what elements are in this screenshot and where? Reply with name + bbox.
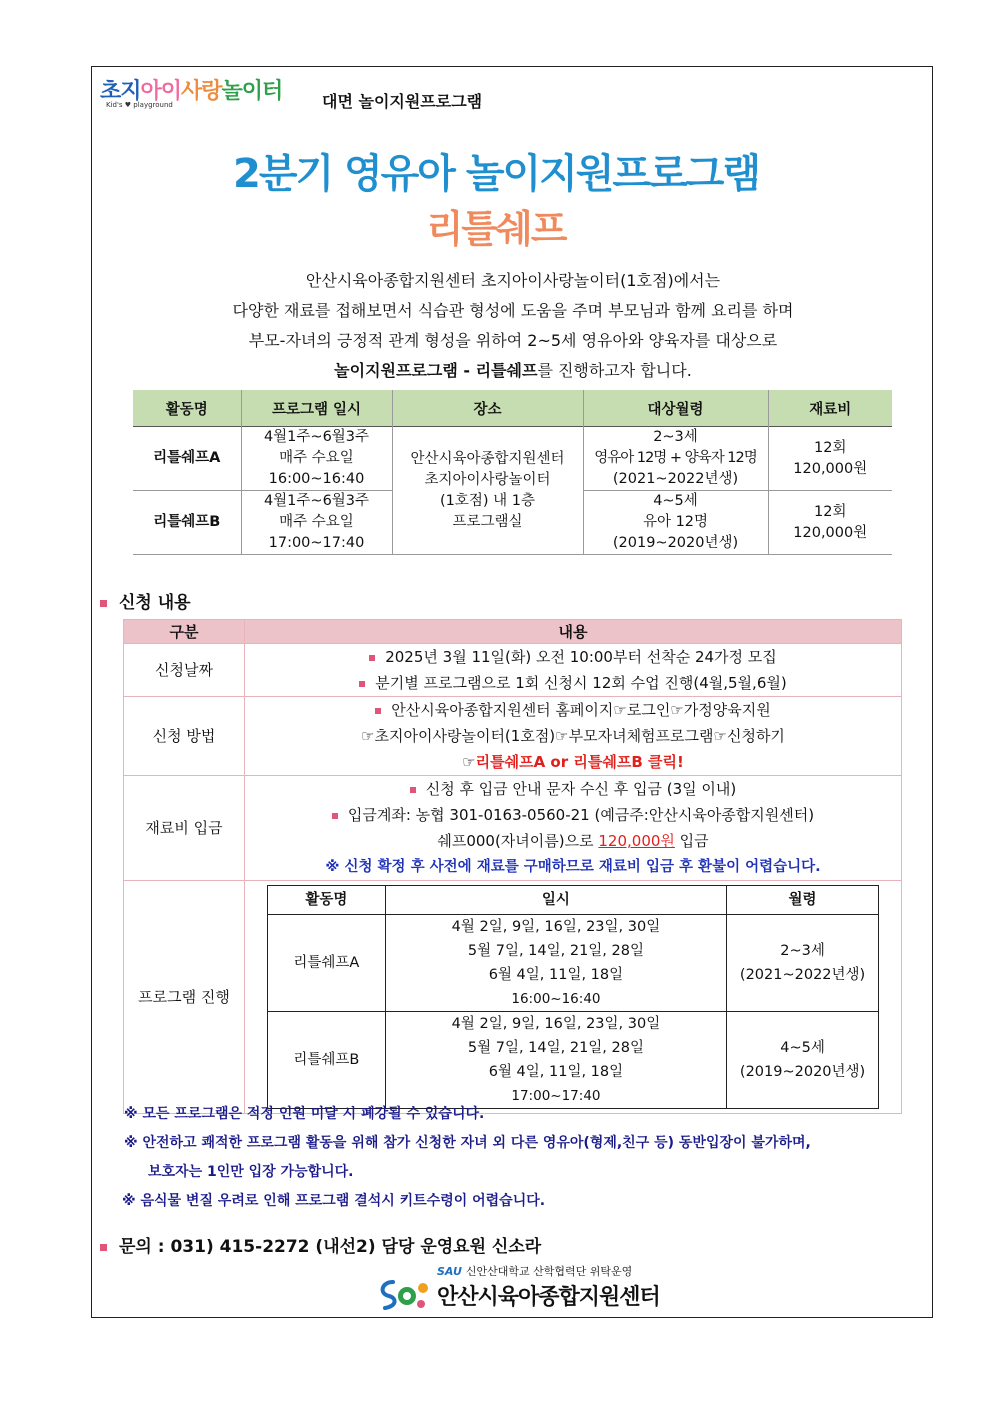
row-label: 재료비 입금 [124,776,245,881]
age-line: (2019~2020년생) [739,1064,866,1080]
program-fee [768,427,892,491]
col-header: 일시 [385,886,726,915]
refund-notice: ※ 신청 확정 후 사전에 재료를 구매하므로 재료비 입금 후 환불이 어렵습니다. [325,859,821,875]
schedule-line: 4월1주~6월3주 [263,429,370,445]
date-line: 4월 2일, 9일, 16일, 23일, 30일 [451,919,661,935]
square-bullet-icon [359,681,365,687]
program-table [133,390,892,555]
sau-logo: SAU [437,1265,462,1278]
note-line: ※ 모든 프로그램은 적정 인원 미달 시 폐강될 수 있습니다. [124,1106,485,1122]
page-title: 2분기 영유아 놀이지원프로그램 [232,151,759,197]
fee-line: 입금 [674,832,709,850]
target-line: 영유아 12명 + 양육자 12명 [594,450,757,466]
target-line: 2~3세 [653,429,698,445]
date-line: 5월 7일, 14일, 21일, 28일 [467,1040,644,1056]
fee-line: 12회 [814,439,847,456]
target-line: (2021~2022년생) [612,471,739,487]
schedule-line: 16:00~16:40 [268,471,365,487]
intro-program-name: 놀이지원프로그램 - 리틀쉐프 [334,361,538,380]
schedule-line: 매주 수요일 [279,450,354,466]
col-header: 내용 [245,620,902,644]
schedule-line: 17:00~17:40 [268,535,365,551]
square-bullet-icon [410,787,416,793]
col-header: 프로그램 일시 [241,390,392,427]
col-header: 활동명 [268,886,386,915]
intro-text [100,266,926,386]
col-header: 대상월령 [583,390,768,427]
footer-operator-text: 신안산대학교 산학협력단 위탁운영 [465,1265,633,1278]
program-schedule [241,491,392,555]
progress-name: 리틀쉐프A [268,915,386,1012]
note-line: ※ 음식물 변질 우려로 인해 프로그램 결석시 키트수령이 어렵습니다. [122,1193,546,1209]
table-row [133,427,892,491]
time-line: 17:00~17:40 [511,1088,601,1104]
table-row [124,644,902,697]
schedule-line: 매주 수요일 [279,514,354,530]
section-title: 신청 내용 [119,593,191,613]
content-line: ☞초지아이사랑놀이터(1호점)☞부모자녀체험프로그램☞신청하기 [361,727,785,745]
program-schedule [241,427,392,491]
header-label: 대면 놀이지원프로그램 [322,92,483,111]
content-line [245,828,901,854]
col-header: 활동명 [133,390,241,427]
intro-line [100,356,926,386]
progress-dates [385,915,726,1012]
square-bullet-icon [375,708,381,714]
program-name: 리틀쉐프A [133,427,241,491]
content-line [245,644,901,670]
table-row [124,697,902,776]
progress-name: 리틀쉐프B [268,1012,386,1109]
application-table [123,619,902,1114]
square-bullet-icon [100,600,107,607]
fee-line: 120,000원 [793,524,868,541]
table-row [124,881,902,1114]
program-target [583,491,768,555]
date-line: 2025년 3월 11일(화) 오전 10:00부터 선착순 24가정 모집 [385,648,777,666]
col-header: 장소 [392,390,583,427]
logo-sub: Kid's ♥ playground [106,101,173,109]
table-row [268,915,879,1012]
target-line: (2019~2020년생) [612,535,739,551]
square-bullet-icon [369,655,375,661]
fee-line: 쉐프000(자녀이름)으로 [437,832,599,850]
progress-dates [385,1012,726,1109]
program-target [583,427,768,491]
date-line: 6월 4일, 11일, 18일 [488,967,624,983]
contact-text: 문의 : 031) 415-2272 (내선2) 담당 운영요원 신소라 [119,1237,542,1257]
fee-line: 신청 후 입금 안내 문자 수신 후 입금 (3일 이내) [425,780,737,798]
target-line: 유아 12명 [642,514,709,530]
target-line: 4~5세 [653,493,698,509]
program-fee [768,491,892,555]
logo-text: 초지아이사랑놀이터 [100,79,283,104]
square-bullet-icon [332,813,338,819]
time-line: 16:00~16:40 [511,991,601,1007]
row-label: 프로그램 진행 [124,881,245,1114]
age-line: 4~5세 [780,1040,825,1056]
date-line: 6월 4일, 11일, 18일 [488,1064,624,1080]
center-logo-icon [375,1276,433,1312]
program-name: 리틀쉐프B [133,491,241,555]
pointer-glyph: ☞ [462,753,476,771]
notes [124,1100,811,1216]
content-line [245,670,901,696]
progress-age [727,1012,879,1109]
place-line: 안산시육아종합지원센터 [410,450,565,467]
intro-line: 다양한 재료를 접해보면서 식습관 형성에 도움을 주며 부모님과 함께 요리를 하며 [232,301,794,320]
place-line: 초지아이사랑놀이터 [424,471,551,488]
contact-info [100,1232,541,1257]
place-line: (1호점) 내 1층 [439,492,535,509]
footer-operator [437,1263,632,1279]
col-header: 월령 [727,886,879,915]
program-place [392,427,583,555]
place-line: 프로그램실 [452,513,523,530]
age-line: (2021~2022년생) [739,967,866,983]
intro-line: 부모-자녀의 긍정적 관계 형성을 위하여 2~5세 영유아와 양육자를 대상으로 [248,331,778,350]
date-line: 5월 7일, 14일, 21일, 28일 [467,943,644,959]
progress-age [727,915,879,1012]
progress-table [267,885,879,1109]
intro-line: 안산시육아종합지원센터 초지아이사랑놀이터(1호점)에서는 [305,271,721,290]
content-line [245,802,901,828]
fee-amount: 120,000원 [598,832,675,850]
footer-center-name: 안산시육아종합지원센터 [437,1285,660,1310]
row-label: 신청날짜 [124,644,245,697]
row-label: 신청 방법 [124,697,245,776]
click-text: 클릭! [642,753,684,771]
col-header: 재료비 [768,390,892,427]
content-line [245,776,901,802]
square-bullet-icon [100,1244,107,1251]
note-line: 보호자는 1인만 입장 가능합니다. [148,1164,354,1180]
fee-line: 120,000원 [793,460,868,477]
col-header: 구분 [124,620,245,644]
date-line: 4월 2일, 9일, 16일, 23일, 30일 [451,1016,661,1032]
section-heading [100,588,191,613]
row-content [245,776,902,881]
note-line: ※ 안전하고 쾌적한 프로그램 활동을 위해 참가 신청한 자녀 외 다른 영유아(형제,친구 등) 동반입장이 불가하며, [124,1135,811,1151]
fee-line: 입금계좌: 농협 301-0163-0560-21 (예금주:안산시육아종합지원센터) [347,806,815,824]
row-content [245,881,902,1114]
playground-logo [100,74,310,114]
intro-rest: 를 진행하고자 합니다. [537,361,692,380]
age-line: 2~3세 [780,943,825,959]
date-line: 분기별 프로그램으로 1회 신청시 12회 수업 진행(4월,5월,6월) [375,674,787,692]
program-choice: 리틀쉐프A or 리틀쉐프B [475,753,643,771]
content-line [245,697,901,723]
schedule-line: 4월1주~6월3주 [263,493,370,509]
table-row [268,1012,879,1109]
row-content [245,644,902,697]
table-row [124,776,902,881]
content-line [245,749,901,775]
row-content [245,697,902,776]
page-subtitle: 리틀쉐프 [426,207,566,251]
method-line: 안산시육아종합지원센터 홈페이지☞로그인☞가정양육지원 [391,701,771,719]
fee-line: 12회 [814,503,847,520]
